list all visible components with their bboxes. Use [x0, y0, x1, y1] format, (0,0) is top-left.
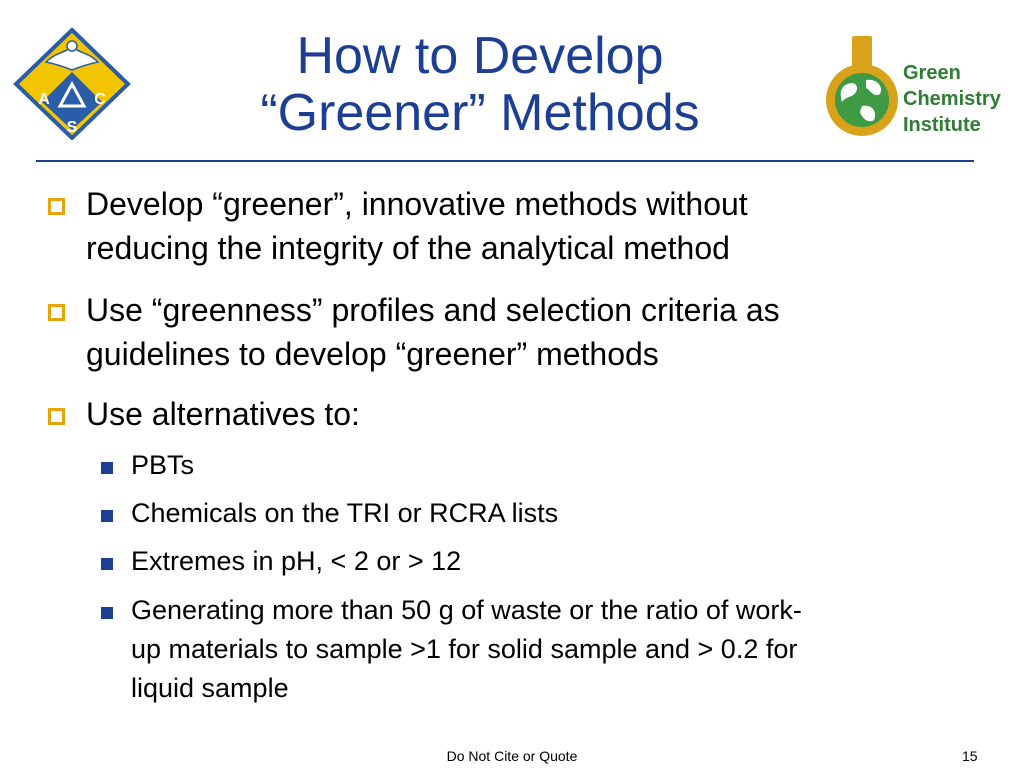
slide-title: [200, 28, 760, 142]
footer-note: Do Not Cite or Quote: [446, 748, 578, 764]
sub-bullet-text-line: Chemicals on the TRI or RCRA lists: [131, 498, 559, 528]
gci-wordmark: [903, 60, 1001, 138]
bullet-text-line: Use alternatives to:: [86, 396, 360, 432]
acs-letter-a: A: [38, 91, 50, 108]
sub-bullet-square-icon: [101, 462, 113, 474]
sub-bullet-item: [131, 591, 991, 708]
sub-bullet-text-line: liquid sample: [131, 673, 289, 703]
bullet-box-icon: [48, 408, 65, 425]
bullet-box-icon: [48, 198, 65, 215]
bullet-item: [86, 288, 986, 376]
gci-line-2: Chemistry: [903, 88, 1001, 110]
acs-logo: [12, 22, 132, 140]
acs-letter-s: S: [66, 119, 78, 136]
sub-bullet-square-icon: [101, 607, 113, 619]
title-line-2: “Greener” Methods: [260, 84, 700, 142]
bullet-box-icon: [48, 304, 65, 321]
sub-bullet-item: [131, 494, 991, 533]
bullet-item: [86, 392, 986, 436]
bullet-text-line: Use “greenness” profiles and selection criteria as: [86, 292, 780, 328]
sub-bullet-text-line: up materials to sample >1 for solid sample and > 0.2 for: [131, 634, 798, 664]
bullet-text-line: reducing the integrity of the analytical method: [86, 230, 730, 266]
bullet-item: [86, 182, 986, 270]
sub-bullet-square-icon: [101, 510, 113, 522]
title-line-1: How to Develop: [296, 27, 664, 85]
sub-bullet-text-line: PBTs: [131, 450, 195, 480]
sub-bullet-item: [131, 542, 991, 581]
gci-flask-icon: [822, 32, 902, 138]
gci-line-1: Green: [903, 62, 961, 84]
gci-line-3: Institute: [903, 114, 981, 136]
title-divider: [36, 160, 974, 162]
bullet-text-line: Develop “greener”, innovative methods without: [86, 186, 748, 222]
sub-bullet-square-icon: [101, 558, 113, 570]
acs-letter-c: C: [94, 91, 106, 108]
page-number: 15: [962, 748, 978, 764]
bullet-text-line: guidelines to develop “greener” methods: [86, 336, 659, 372]
sub-bullet-text-line: Generating more than 50 g of waste or the ratio of work-: [131, 595, 802, 625]
sub-bullet-item: [131, 446, 991, 485]
sub-bullet-text-line: Extremes in pH, < 2 or > 12: [131, 546, 462, 576]
